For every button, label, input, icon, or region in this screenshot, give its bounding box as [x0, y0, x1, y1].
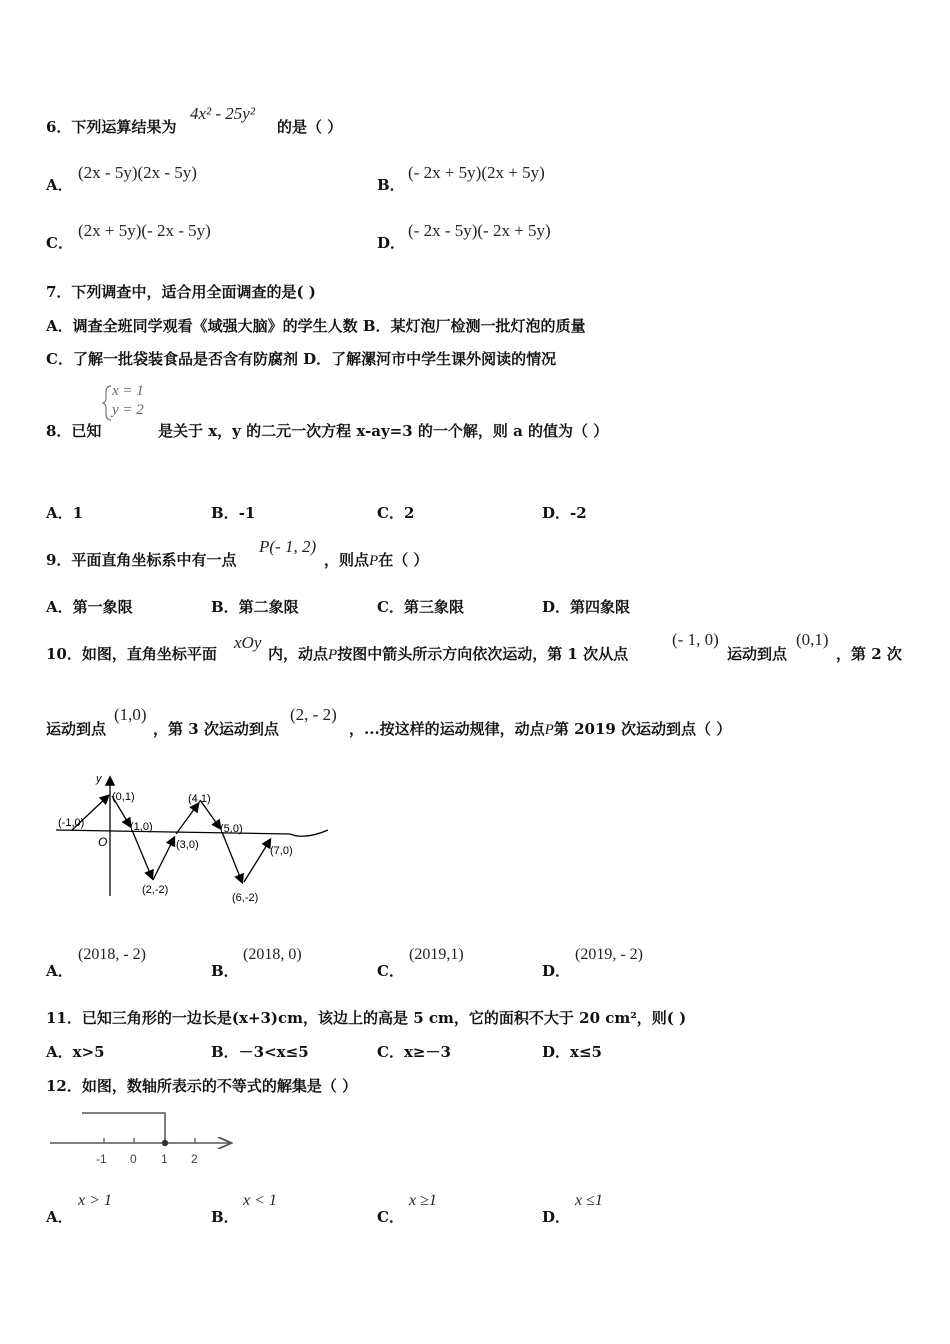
tick-label-1: 1 [161, 1152, 168, 1166]
q6-option-c-label: C． [46, 234, 73, 252]
q12-option-c-label: C． [377, 1208, 404, 1226]
label-2-neg2: (2,-2) [142, 884, 169, 896]
x-axis [56, 830, 290, 834]
q6-option-b-label: B． [377, 176, 405, 194]
q10-plane: xOy [234, 633, 262, 652]
q8-option-c: C．2 [377, 504, 415, 522]
q10-option-c-expr: (2019,1) [409, 946, 464, 963]
q6-option-b-expr: (- 2x + 5y)(2x + 5y) [408, 163, 545, 182]
q12-option-d-label: D． [542, 1208, 571, 1226]
label-3-0: (3,0) [176, 839, 199, 851]
q11-option-b: B．－3<x≤5 [211, 1043, 309, 1061]
q7-stem: 7．下列调查中，适合用全面调查的是( ) [46, 283, 316, 301]
q9-option-a: A．第一象限 [46, 598, 133, 616]
q12-stem: 12．如图，数轴所表示的不等式的解集是（ ） [46, 1077, 358, 1095]
q6-option-a-expr: (2x - 5y)(2x - 5y) [78, 163, 197, 182]
q10-text-1: 内，动点P按图中箭头所示方向依次运动，第 1 次从点 [268, 645, 629, 663]
q10-option-b-expr: (2018, 0) [243, 946, 302, 963]
q10-point-4: (2, - 2) [290, 705, 337, 724]
tick-label-0: 0 [130, 1152, 137, 1166]
q10-text-6: ，...按这样的运动规律，动点P第 2019 次运动到点（ ） [349, 720, 732, 738]
label-1-0: (1,0) [130, 821, 153, 833]
q9-stem: 9．平面直角坐标系中有一点 [46, 551, 237, 569]
q10-point-2: (0,1) [796, 630, 829, 649]
q10-stem: 10．如图，直角坐标平面 [46, 645, 217, 663]
q10-point-1: (- 1, 0) [672, 630, 719, 649]
q10-option-c-label: C． [377, 962, 404, 980]
q7-options-line1: A．调查全班同学观看《域强大脑》的学生人数 B．某灯泡厂检测一批灯泡的质量 [46, 317, 586, 335]
q9-point: P(- 1, 2) [259, 537, 317, 556]
q12-option-b-expr: x < 1 [243, 1192, 277, 1209]
origin-label: O [98, 835, 108, 849]
q10-text-4: 运动到点 [46, 720, 107, 738]
q8-option-d: D．-2 [542, 504, 587, 522]
q8-option-b: B．-1 [211, 504, 256, 522]
q10-option-a-expr: (2018, - 2) [78, 946, 146, 963]
q8-tail: 是关于 x，y 的二元一次方程 x-ay=3 的一个解，则 a 的值为（ ） [158, 422, 609, 440]
q10-point-3: (1,0) [114, 705, 147, 724]
q9-option-d: D．第四象限 [542, 598, 631, 616]
q6-option-a-label: A． [46, 176, 73, 194]
label-6-neg2: (6,-2) [232, 892, 259, 904]
q12-option-a-label: A． [46, 1208, 73, 1226]
q10-text-5: ，第 3 次运动到点 [153, 720, 279, 738]
q10-option-a-label: A． [46, 962, 73, 980]
q6-stem: 6．下列运算结果为 [46, 118, 177, 136]
q11-option-c: C．x≥－3 [377, 1043, 451, 1061]
q7-options-line2: C．了解一批袋装食品是否含有防腐剂 D．了解漯河市中学生课外阅读的情况 [46, 350, 557, 368]
q11-stem: 11．已知三角形的一边长是(x+3)cm，该边上的高是 5 cm，它的面积不大于 20 cm²，则( ) [46, 1009, 687, 1027]
q10-text-2: 运动到点 [727, 645, 788, 663]
x-axis-tail [290, 830, 328, 836]
q8-sys-line2: y = 2 [112, 402, 144, 418]
q6-option-d-label: D． [377, 234, 406, 252]
q6-tail: 的是（ ） [277, 118, 343, 136]
q8-option-a: A．1 [46, 504, 84, 522]
q10-option-d-label: D． [542, 962, 571, 980]
q12-option-a-expr: x > 1 [78, 1192, 112, 1209]
y-axis-label: y [96, 773, 102, 785]
q9-option-b: B．第二象限 [211, 598, 299, 616]
q12-option-d-expr: x ≤1 [575, 1192, 603, 1209]
q9-option-c: C．第三象限 [377, 598, 464, 616]
q6-option-d-expr: (- 2x - 5y)(- 2x + 5y) [408, 221, 551, 240]
q6-expr: 4x² - 25y² [190, 104, 255, 123]
solid-endpoint [162, 1140, 168, 1146]
label-4-1: (4,1) [188, 793, 211, 805]
q10-text-3: ，第 2 次 [836, 645, 902, 663]
q10-motion-figure [50, 768, 335, 913]
q8-equation-system [102, 383, 162, 423]
tick-label-2: 2 [191, 1152, 198, 1166]
label-7-0: (7,0) [270, 845, 293, 857]
q8-sys-line1: x = 1 [112, 383, 144, 399]
label-0-1: (0,1) [112, 791, 135, 803]
q11-option-a: A．x>5 [46, 1043, 105, 1061]
q6-stem-row [46, 116, 176, 137]
label-neg1-0: (-1,0) [58, 817, 85, 829]
solution-ray [82, 1113, 165, 1143]
q11-option-d: D．x≤5 [542, 1043, 602, 1061]
q10-option-d-expr: (2019, - 2) [575, 946, 643, 963]
tick-label-neg1: -1 [96, 1152, 107, 1166]
q8-stem: 8．已知 [46, 422, 102, 440]
q9-tail: ，则点P在（ ） [324, 551, 429, 569]
q12-number-line [46, 1105, 241, 1170]
q12-option-c-expr: x ≥1 [409, 1192, 437, 1209]
q6-option-c-expr: (2x + 5y)(- 2x - 5y) [78, 221, 211, 240]
q12-option-b-label: B． [211, 1208, 239, 1226]
q10-option-b-label: B． [211, 962, 239, 980]
label-5-0: (5,0) [220, 823, 243, 835]
